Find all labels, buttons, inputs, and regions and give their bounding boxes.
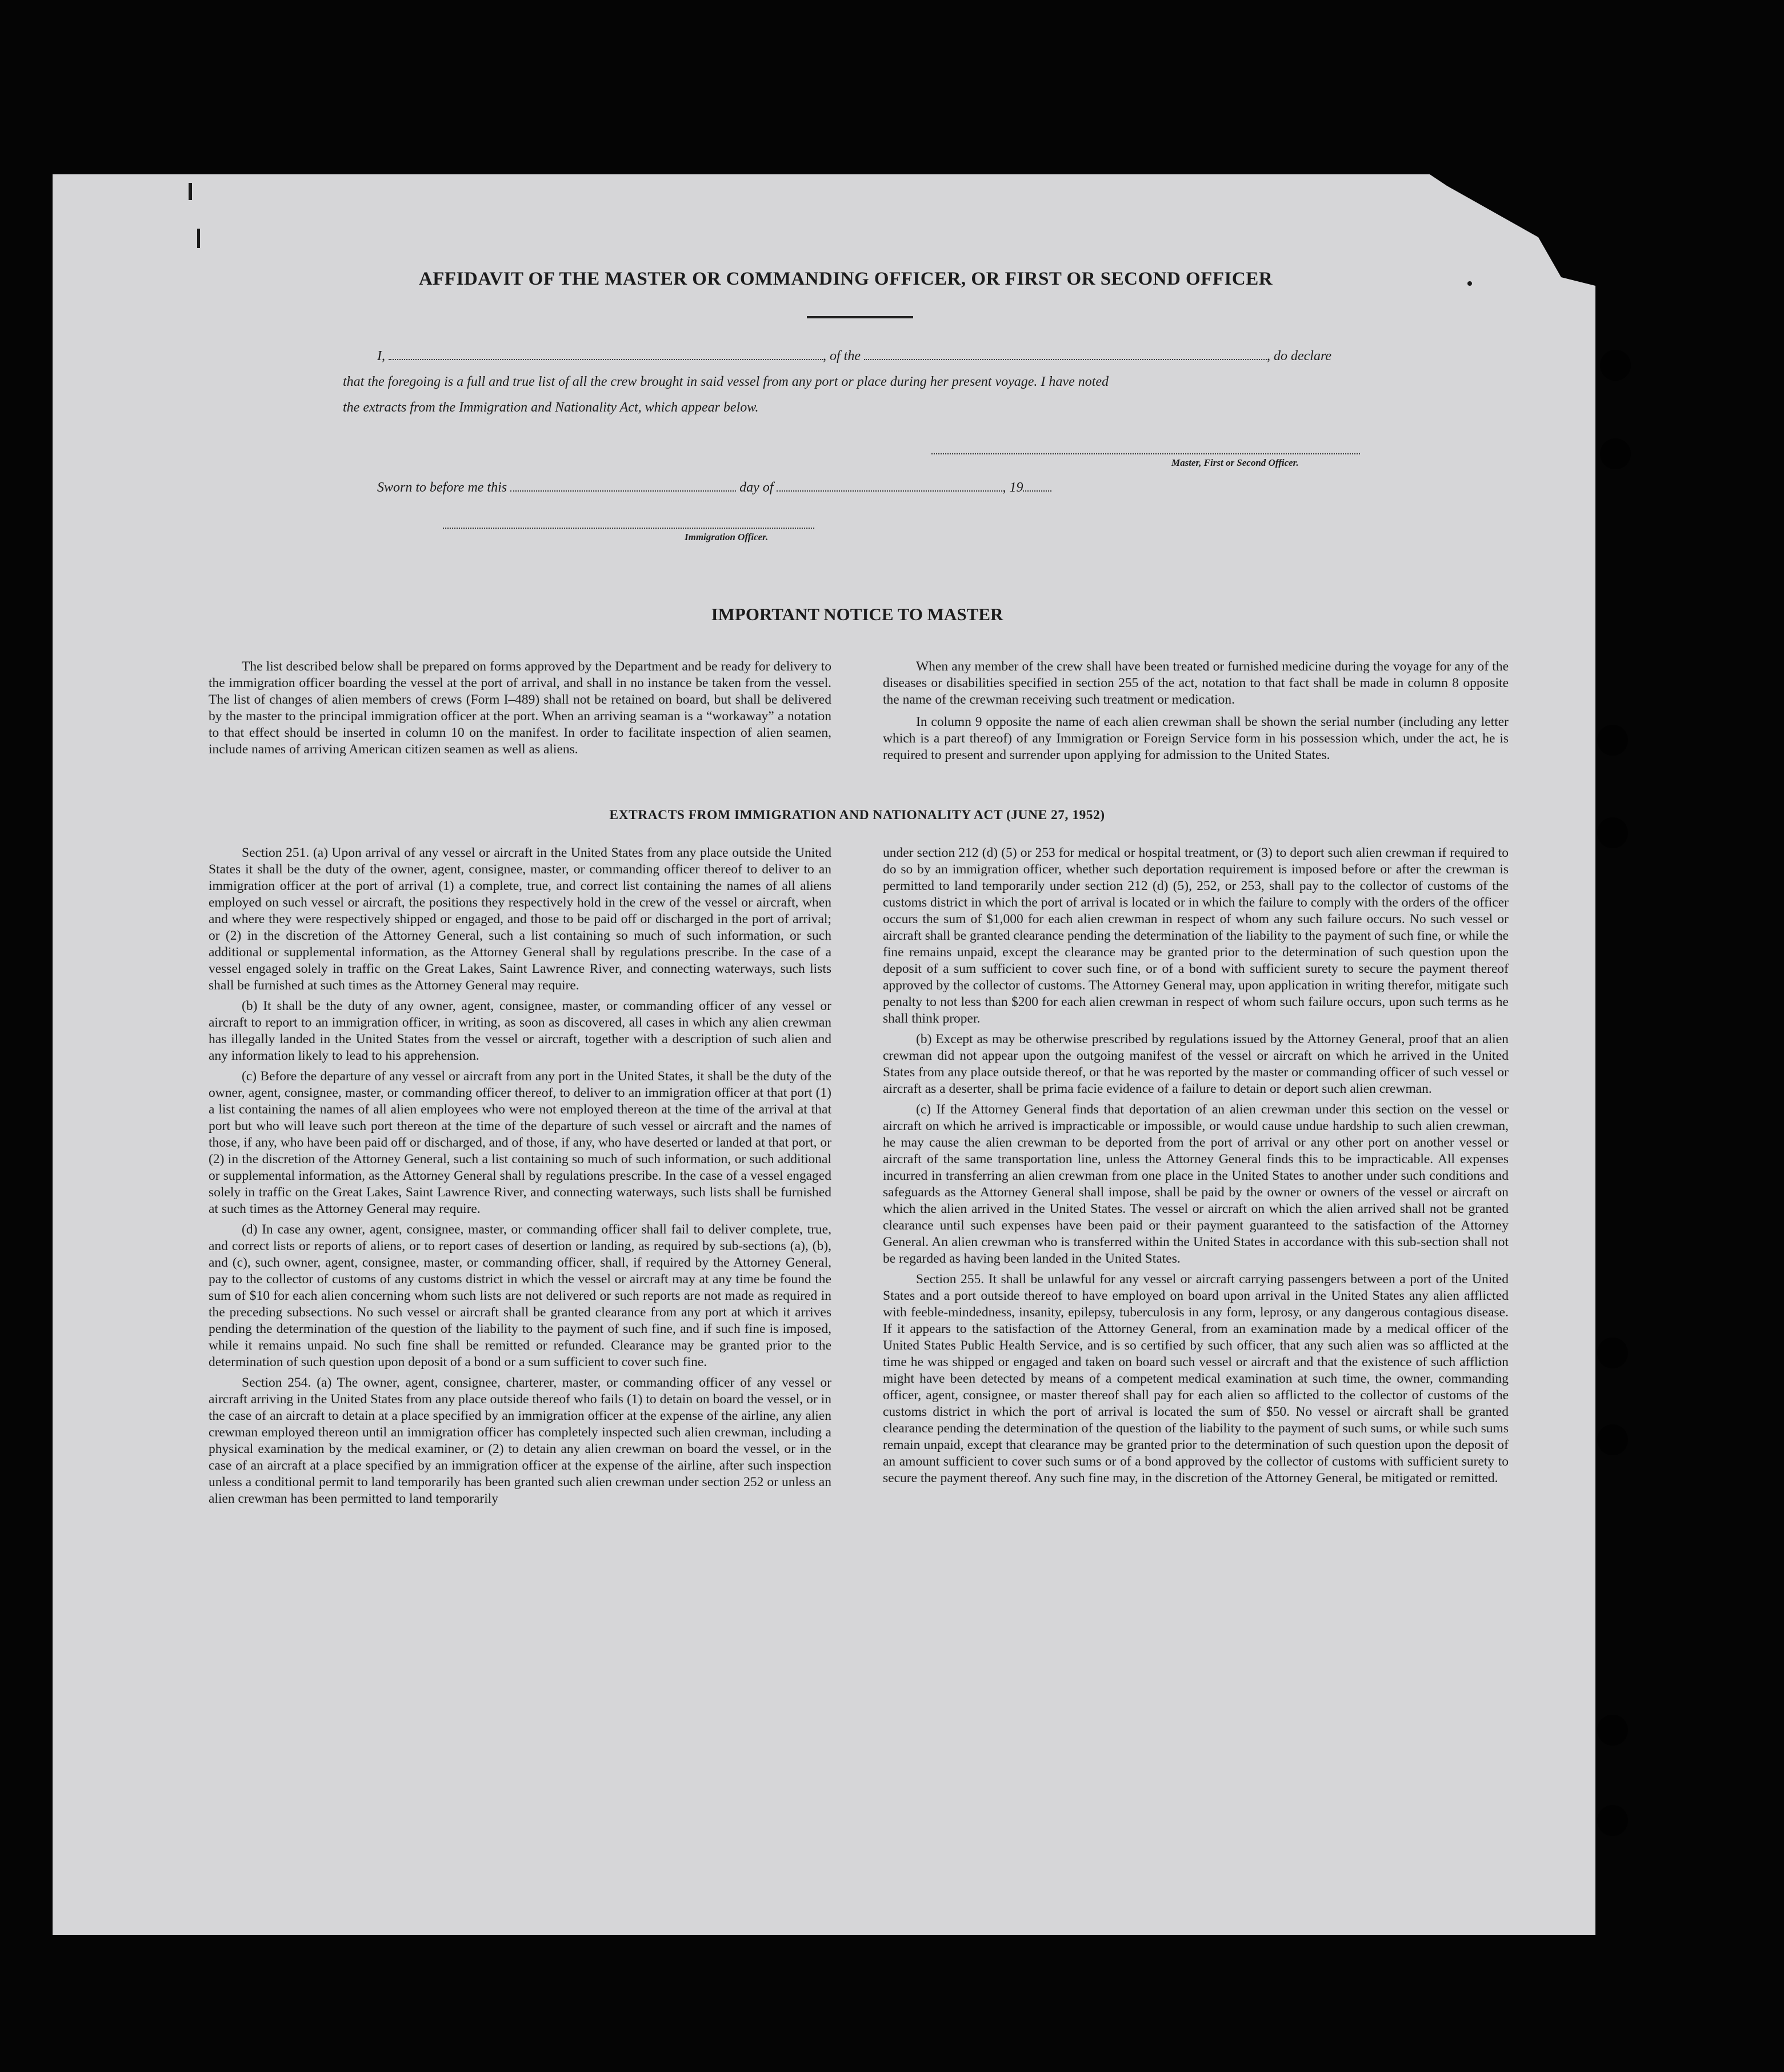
sworn-year-field[interactable] <box>1023 479 1051 492</box>
extracts-title: EXTRACTS FROM IMMIGRATION AND NATIONALITY ACT (JUNE 27, 1952) <box>609 808 1105 823</box>
master-signature-line[interactable] <box>931 449 1360 454</box>
notice-right-paragraph-2: In column 9 opposite the name of each alien crewman shall be shown the serial number (including any letter which is a part thereof) of any Immigration or Foreign Service form in his possession which, under the act, he is required to present and surrender upon applying for admission to the United States. <box>883 714 1509 762</box>
extract-paragraph: (b) Except as may be otherwise prescribed by regulations issued by the Attorney General, proof that an alien crewman did not appear upon the outgoing manifest of the vessel or aircraft on which he arrived in the United States from any place outside thereof, or that he was reported by the master or commanding officer of such vessel or aircraft as a deserter, shall be prima facie evidence of a failure to detain or deport such alien crewman. <box>883 1032 1509 1096</box>
punch-hole <box>1597 1424 1628 1455</box>
extract-paragraph: Section 254. (a) The owner, agent, consignee, charterer, master, or commanding officer of any vessel or aircraft arriving in the United States from any place outside thereof who fails (1) to detain on board the vessel, or in the case of an aircraft to detain at a place specified by an immigration officer at the expense of the airline, any alien crewman employed thereon until an immigration officer has completely inspected such alien crewman, including a physical examination by the medical examiner, or (2) to detain any alien crewman on board the vessel, or in the case of an aircraft at a place specified by an immigration officer at the expense of the airline, after such inspection unless a conditional permit to land temporarily has been granted such alien crewman under section 252 or unless an alien crewman has been permitted to land temporarily <box>209 1375 831 1506</box>
punch-hole <box>1600 438 1631 469</box>
title-rule <box>807 316 913 318</box>
name-field[interactable] <box>389 348 823 360</box>
declaration-line-3: the extracts from the Immigration and Nationality Act, which appear below. <box>343 400 759 415</box>
extract-paragraph: under section 212 (d) (5) or 253 for medical or hospital treatment, or (3) to deport such alien crewman if required to do so by an immigration officer, whether such deportation requirement is imposed before or after the crewman is permitted to land temporarily under section 212 (d) (5), 252, or 253, shall pay to the collector of customs of the customs district in which the port of arrival is located or in which the failure to comply with the orders of the officer occurs the sum of $1,000 for each alien crewman in respect of whom any such failure occurs. No such vessel or aircraft shall be granted clearance pending the determination of the liability to the payment of such fine, or while the fine remains unpaid, except the clearance may be granted prior to the determination of such question upon the deposit of a sum sufficient to cover such fine, or of a bond with sufficient surety to secure the payment thereof approved by the collector of customs. The Attorney General may, upon application in writing therefor, mitigate such penalty to not less than $200 for each alien crewman in respect of whom such failure occurs, upon such terms as he shall think proper. <box>883 845 1509 1026</box>
punch-hole <box>1597 1715 1628 1746</box>
scan-mark <box>189 183 192 200</box>
day-of-text: day of <box>739 480 774 495</box>
notice-right-column <box>883 658 1509 768</box>
punch-hole <box>1597 725 1628 756</box>
declaration-i: I, <box>377 349 385 364</box>
notice-left-column <box>209 658 831 762</box>
sworn-text: Sworn to before me this <box>377 480 507 495</box>
vessel-field[interactable] <box>864 348 1267 360</box>
scan-mark <box>1467 281 1472 286</box>
immigration-officer-label: Immigration Officer. <box>685 532 769 542</box>
year-text: , 19 <box>1002 480 1023 495</box>
master-signature-label: Master, First or Second Officer. <box>1171 457 1299 468</box>
punch-hole <box>1597 1805 1628 1836</box>
immigration-officer-signature-line[interactable] <box>443 523 814 529</box>
extract-paragraph: Section 251. (a) Upon arrival of any vessel or aircraft in the United States from any place outside the United States it shall be the duty of the owner, agent, consignee, master, or commanding officer thereof to deliver to an immigration officer at the port of arrival (1) a complete, true, and correct list containing the names of all aliens employed on such vessel or aircraft, the positions they respectively hold in the crew of the vessel or aircraft, when and where they were respectively shipped or engaged, and those to be paid off or discharged in the port of arrival; or (2) in the discretion of the Attorney General, such a list containing so much of such information, or such additional or supplemental information, as the Attorney General shall by regulations prescribe. In the case of a vessel engaged solely in traffic on the Great Lakes, Saint Lawrence River, and connecting waterways, such lists shall be furnished at such times as the Attorney General may require. <box>209 845 831 993</box>
affidavit-title: AFFIDAVIT OF THE MASTER OR COMMANDING OFFICER, OR FIRST OR SECOND OFFICER <box>418 269 1273 289</box>
declaration-line-2: that the foregoing is a full and true list of all the crew brought in said vessel from any port or place during her present voyage. I have noted <box>343 374 1109 389</box>
extract-paragraph: (c) If the Attorney General finds that deportation of an alien crewman under this section on the vessel or aircraft on which he arrived is impracticable or impossible, or would cause undue hardship to such alien crewman, he may cause the alien crewman to be deported from the port of arrival or any other port on another vessel or aircraft of the same transportation line, unless the Attorney General finds this to be impracticable. All expenses incurred in transferring an alien crewman from one place in the United States to another under such conditions and safeguards as the Attorney General shall impose, shall be paid by the owner or owners of the vessel or aircraft on which the alien arrived in the United States. The vessel or aircraft on which the alien arrived shall not be granted clearance until such expenses have been paid or their payment guaranteed to the satisfaction of the Attorney General. An alien crewman who is transferred within the United States in accordance with this sub-section shall not be regarded as having been landed in the United States. <box>883 1102 1509 1266</box>
extracts-right-column <box>883 845 1509 1491</box>
declaration-of-the: , of the <box>823 349 861 364</box>
notice-right-paragraph-1: When any member of the crew shall have been treated or furnished medicine during the voyage for any of the diseases or disabilities specified in section 255 of the act, notation to that fact shall be made in column 8 opposite the name of the crewman receiving such treatment or medication. <box>883 659 1509 707</box>
declaration-do-declare: , do declare <box>1267 349 1332 364</box>
scan-mark <box>197 229 200 248</box>
extract-paragraph: (d) In case any owner, agent, consignee, master, or commanding officer shall fail to deliver complete, true, and correct lists or reports of aliens, or to report cases of desertion or landing, as required by sub-sections (a), (b), and (c), such owner, agent, consignee, master, or commanding officer, shall, if required by the Attorney General, pay to the collector of customs of any customs district in which the vessel or aircraft may at any time be found the sum of $10 for each alien concerning whom such lists are not delivered or such reports are not made as required in the preceding subsections. No such vessel or aircraft shall be granted clearance from any port at which it arrives pending the determination of the question of the liability to the payment of such fine, and if such fine is imposed, while it remains unpaid. No such fine shall be remitted or refunded. Clearance may be granted prior to the determination of such question upon deposit of a bond or a sum sufficient to cover such fine. <box>209 1222 831 1370</box>
notice-title: IMPORTANT NOTICE TO MASTER <box>711 604 1003 624</box>
notice-left-paragraph: The list described below shall be prepared on forms approved by the Department and be ready for delivery to the immigration officer boarding the vessel at the port of arrival, and shall in no instance be taken from the vessel. The list of changes of alien members of crews (Form I–489) shall not be retained on board, but shall be delivered by the master to the principal immigration officer at the port. When an arriving seaman is a “workaway” a notation to that effect should be inserted in column 10 on the manifest. In order to facilitate inspection of alien seamen, include names of arriving American citizen seamen as well as aliens. <box>209 659 831 757</box>
sworn-month-field[interactable] <box>777 479 1002 492</box>
extract-paragraph: Section 255. It shall be unlawful for any vessel or aircraft carrying passengers between a port of the United States and a port outside thereof to have employed on board upon arrival in the United States any alien afflicted with feeble-mindedness, insanity, epilepsy, tuberculosis in any form, leprosy, or any dangerous contagious disease. If it appears to the satisfaction of the Attorney General, from an examination made by a medical officer of the United States Public Health Service, and is so certified by such officer, that any such alien was so afflicted at the time he was shipped or engaged and taken on board such vessel or aircraft and that the existence of such affliction might have been detected by means of a competent medical examination at such time, the owner, commanding officer, agent, consignee, or master thereof shall pay for each alien so afflicted to the collector of customs of the customs district in which the port of arrival is located the sum of $50. No vessel or aircraft shall be granted clearance pending the determination of the question of the liability to the payment of such sums, or while such sums remain unpaid, except that clearance may be granted prior to the determination of such question upon the deposit of an amount sufficient to cover such sums or of a bond approved by the collector of customs with sufficient surety to secure the payment thereof. Any such fine may, in the discretion of the Attorney General, be mitigated or remitted. <box>883 1272 1509 1486</box>
punch-hole <box>1597 1338 1628 1368</box>
extracts-left-column <box>209 845 831 1511</box>
extract-paragraph: (b) It shall be the duty of any owner, agent, consignee, master, or commanding officer of any vessel or aircraft to report to an immigration officer, in writing, as soon as discovered, all cases in which any alien crewman has illegally landed in the United States from the vessel or aircraft, together with a description of such alien and any information likely to lead to his apprehension. <box>209 999 831 1063</box>
punch-hole <box>1597 817 1628 848</box>
sworn-line <box>377 474 1177 501</box>
sworn-day-field[interactable] <box>510 479 736 492</box>
punch-hole <box>1600 350 1631 381</box>
declaration-line-1 <box>377 343 1337 369</box>
extract-paragraph: (c) Before the departure of any vessel or aircraft from any port in the United States, it shall be the duty of the owner, agent, consignee, master, or commanding officer thereof, to deliver to an immigration officer at that port (1) a list containing the names of all alien employees who were not employed thereon at the time of the arrival at that port but who will leave such port thereon at the time of the departure of such vessel or aircraft and the names of those, if any, who have been paid off or discharged, and of those, if any, who have deserted or landed at that port, or (2) in the discretion of the Attorney General, such a list containing so much of such information, or such additional or supplemental information, as the Attorney General shall by regulations prescribe. In the case of a vessel engaged solely in traffic on the Great Lakes, Saint Lawrence River, and connecting waterways, such lists shall be furnished at such times as the Attorney General may require. <box>209 1069 831 1216</box>
